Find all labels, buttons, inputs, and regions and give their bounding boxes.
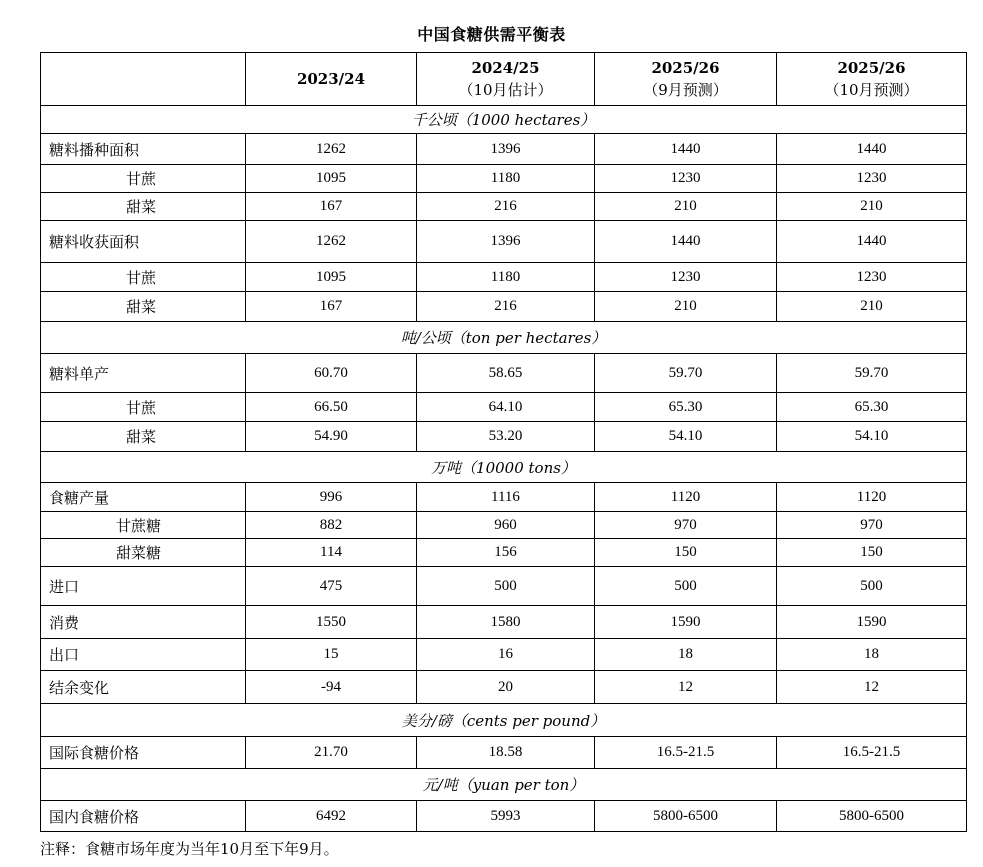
value-cell: 210 [777,193,967,221]
value-cell: 210 [777,292,967,322]
value-cell: 970 [777,512,967,539]
header-2024-25 [417,53,595,106]
row-label: 结余变化 [41,671,246,704]
unit-row-cents: 美分/磅（cents per pound） [41,704,967,737]
value-cell: 1180 [417,165,595,193]
value-cell: 54.10 [595,422,777,452]
header-row [41,53,967,106]
value-cell: 1230 [595,165,777,193]
value-cell: 1262 [246,134,417,165]
header-year: 2025/26 [837,59,906,77]
value-cell: 18 [595,639,777,671]
row-label: 食糖产量 [41,483,246,512]
value-cell: 1180 [417,263,595,292]
sugar-balance-table [40,52,967,832]
value-cell: 18 [777,639,967,671]
value-cell: 5800-6500 [595,801,777,832]
value-cell: 54.10 [777,422,967,452]
value-cell: 21.70 [246,737,417,769]
header-corner [41,53,246,106]
value-cell: 16.5-21.5 [595,737,777,769]
value-cell: 1590 [595,606,777,639]
value-cell: 16.5-21.5 [777,737,967,769]
table-row [41,639,967,671]
value-cell: -94 [246,671,417,704]
row-label: 甘蔗 [41,263,246,292]
value-cell: 20 [417,671,595,704]
value-cell: 500 [595,567,777,606]
table-row [41,134,967,165]
header-sub: （10月预测） [824,81,919,99]
row-label: 国内食糖价格 [41,801,246,832]
table-row [41,737,967,769]
value-cell: 59.70 [777,354,967,393]
row-label: 国际食糖价格 [41,737,246,769]
row-label: 甘蔗 [41,393,246,422]
table-row [41,354,967,393]
table-row [41,263,967,292]
value-cell: 1095 [246,263,417,292]
header-sub: （10月估计） [458,81,553,99]
unit-row-yuan: 元/吨（yuan per ton） [41,769,967,801]
table-row [41,512,967,539]
value-cell: 1590 [777,606,967,639]
table-row [41,801,967,832]
value-cell: 150 [777,539,967,567]
row-label: 甘蔗 [41,165,246,193]
row-label: 糖料播种面积 [41,134,246,165]
value-cell: 5800-6500 [777,801,967,832]
value-cell: 53.20 [417,422,595,452]
value-cell: 60.70 [246,354,417,393]
value-cell: 1230 [777,165,967,193]
value-cell: 150 [595,539,777,567]
table-row [41,193,967,221]
value-cell: 65.30 [777,393,967,422]
value-cell: 167 [246,292,417,322]
header-sub: （9月预测） [643,81,728,99]
header-year: 2023/24 [296,70,366,88]
unit-row-tons: 万吨（10000 tons） [41,452,967,483]
value-cell: 216 [417,292,595,322]
row-label: 甘蔗糖 [41,512,246,539]
value-cell: 1440 [777,134,967,165]
table-row [41,165,967,193]
value-cell: 500 [417,567,595,606]
table-row [41,393,967,422]
value-cell: 1440 [595,134,777,165]
table-row [41,292,967,322]
value-cell: 1120 [777,483,967,512]
value-cell: 66.50 [246,393,417,422]
table-row [41,567,967,606]
value-cell: 64.10 [417,393,595,422]
table-row [41,671,967,704]
value-cell: 960 [417,512,595,539]
header-2023-24 [246,53,417,106]
row-label: 甜菜 [41,292,246,322]
header-year: 2024/25 [471,59,540,77]
value-cell: 1262 [246,221,417,263]
value-cell: 5993 [417,801,595,832]
value-cell: 1550 [246,606,417,639]
row-label: 进口 [41,567,246,606]
table-row [41,221,967,263]
value-cell: 1120 [595,483,777,512]
header-year: 2025/26 [651,59,720,77]
value-cell: 65.30 [595,393,777,422]
row-label: 糖料单产 [41,354,246,393]
footnote: 注释：食糖市场年度为当年10月至下年9月。 [40,840,339,858]
unit-row-area: 千公顷（1000 hectares） [41,106,967,134]
value-cell: 1230 [595,263,777,292]
value-cell: 18.58 [417,737,595,769]
value-cell: 500 [777,567,967,606]
value-cell: 59.70 [595,354,777,393]
value-cell: 1396 [417,221,595,263]
row-label: 甜菜 [41,422,246,452]
value-cell: 1396 [417,134,595,165]
value-cell: 1230 [777,263,967,292]
value-cell: 12 [777,671,967,704]
row-label: 甜菜糖 [41,539,246,567]
value-cell: 6492 [246,801,417,832]
value-cell: 114 [246,539,417,567]
value-cell: 12 [595,671,777,704]
row-label: 消费 [41,606,246,639]
value-cell: 210 [595,292,777,322]
table-row [41,539,967,567]
value-cell: 210 [595,193,777,221]
table-row [41,422,967,452]
value-cell: 16 [417,639,595,671]
table-title: 中国食糖供需平衡表 [417,25,566,44]
table-row [41,483,967,512]
value-cell: 996 [246,483,417,512]
value-cell: 1580 [417,606,595,639]
table-row [41,606,967,639]
value-cell: 216 [417,193,595,221]
value-cell: 1095 [246,165,417,193]
value-cell: 1116 [417,483,595,512]
value-cell: 58.65 [417,354,595,393]
value-cell: 156 [417,539,595,567]
value-cell: 1440 [595,221,777,263]
row-label: 出口 [41,639,246,671]
header-2025-26-sep [595,53,777,106]
value-cell: 54.90 [246,422,417,452]
value-cell: 475 [246,567,417,606]
value-cell: 970 [595,512,777,539]
header-2025-26-oct [777,53,967,106]
unit-row-yield: 吨/公顷（ton per hectares） [41,322,967,354]
value-cell: 15 [246,639,417,671]
value-cell: 1440 [777,221,967,263]
value-cell: 882 [246,512,417,539]
row-label: 甜菜 [41,193,246,221]
row-label: 糖料收获面积 [41,221,246,263]
value-cell: 167 [246,193,417,221]
